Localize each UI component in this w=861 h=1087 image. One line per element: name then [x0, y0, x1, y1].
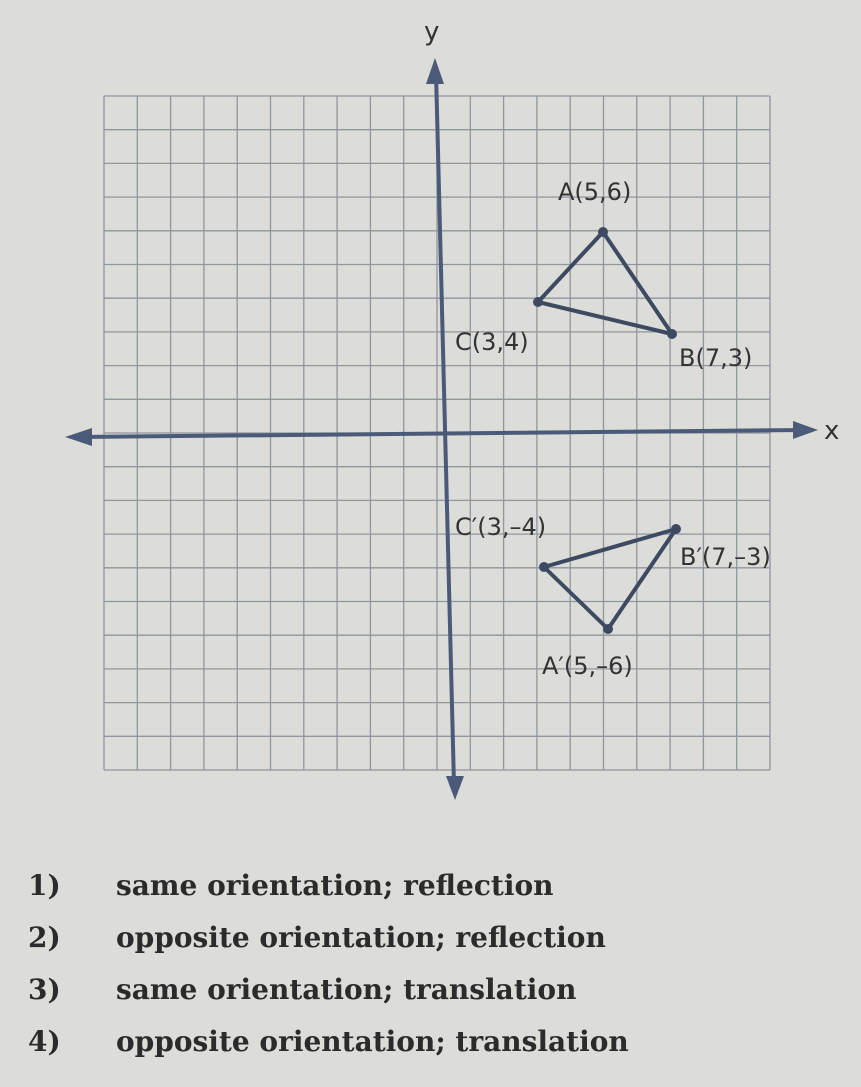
y-axis-label: y	[424, 17, 440, 47]
y-axis-arrow-up	[426, 58, 444, 84]
choice-2[interactable]	[28, 912, 848, 964]
choice-number: 3)	[28, 973, 61, 1006]
point-c-prime	[539, 562, 549, 572]
choice-1[interactable]	[28, 860, 848, 912]
label-a-prime: A′(5,–6)	[542, 652, 633, 680]
y-axis-arrow-down	[446, 776, 464, 800]
answer-choices	[28, 860, 848, 1068]
x-axis-arrow-right	[793, 421, 818, 439]
triangle-abc-prime	[544, 529, 676, 629]
point-b	[667, 329, 677, 339]
choice-number: 1)	[28, 869, 61, 902]
point-b-prime	[671, 524, 681, 534]
x-axis-label: x	[824, 416, 840, 446]
x-axis-arrow-left	[65, 428, 92, 446]
choice-number: 2)	[28, 921, 61, 954]
label-b: B(7,3)	[679, 344, 753, 372]
choice-4[interactable]	[28, 1016, 848, 1068]
point-c	[533, 297, 543, 307]
y-axis	[436, 72, 454, 785]
choice-text: same orientation; translation	[116, 973, 577, 1006]
choice-3[interactable]	[28, 964, 848, 1016]
label-c: C(3,4)	[455, 328, 529, 356]
label-c-prime: C′(3,–4)	[455, 513, 547, 541]
choice-text: same orientation; reflection	[116, 869, 554, 902]
label-b-prime: B′(7,–3)	[680, 543, 771, 571]
choice-number: 4)	[28, 1025, 61, 1058]
label-a: A(5,6)	[558, 178, 632, 206]
choice-text: opposite orientation; translation	[116, 1025, 629, 1058]
triangle-abc	[538, 232, 672, 334]
point-a-prime	[603, 624, 613, 634]
choice-text: opposite orientation; reflection	[116, 921, 606, 954]
point-a	[598, 227, 608, 237]
